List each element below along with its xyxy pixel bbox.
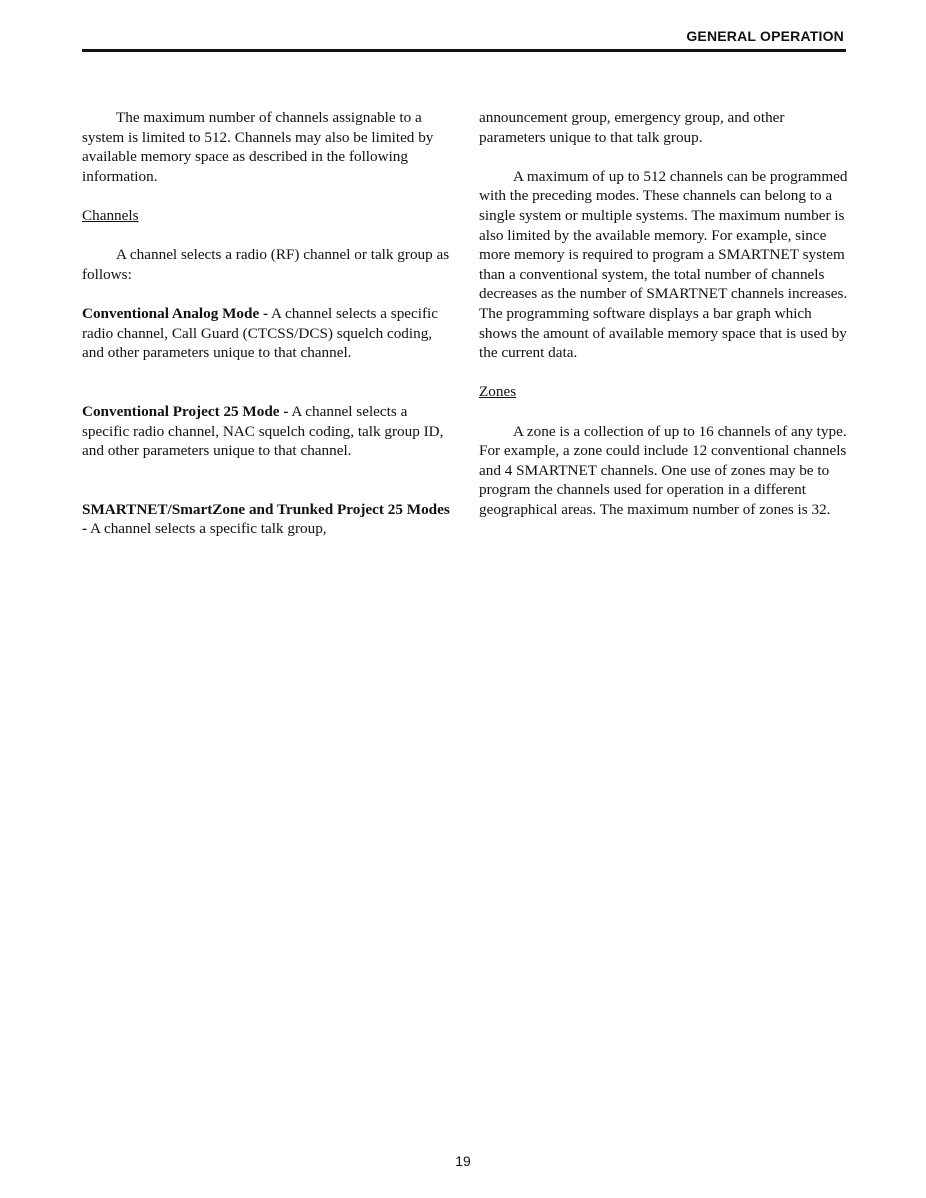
header-divider bbox=[82, 49, 846, 52]
section-header-title: GENERAL OPERATION bbox=[686, 28, 844, 44]
channels-heading-text: Channels bbox=[82, 206, 139, 224]
p25-mode-text: A channel selects a specific radio channel, NAC squelch coding, talk group ID, and other parameters unique to that channel. bbox=[82, 402, 444, 460]
right-column bbox=[479, 108, 849, 539]
analog-mode-term: Conventional Analog Mode - bbox=[82, 304, 269, 322]
continued-paragraph: announcement group, emergency group, and other parameters unique to that talk group. bbox=[479, 109, 785, 146]
zones-heading bbox=[479, 382, 849, 402]
trunked-mode-text: A channel selects a specific talk group, bbox=[87, 520, 327, 538]
zones-heading-text: Zones bbox=[479, 383, 517, 401]
page-number: 19 bbox=[455, 1153, 471, 1169]
p25-mode-paragraph bbox=[82, 402, 450, 461]
trunked-mode-paragraph bbox=[82, 500, 450, 539]
p25-mode-term: Conventional Project 25 Mode - bbox=[82, 402, 289, 420]
analog-mode-text: A channel selects a specific radio channel, Call Guard (CTCSS/DCS) squelch coding, and other parameters unique to that channel. bbox=[82, 304, 439, 362]
intro-paragraph: The maximum number of channels assignable to a system is limited to 512. Channels may also be limited by available memory space as described in the following information. bbox=[82, 109, 434, 185]
zones-paragraph: A zone is a collection of up to 16 channels of any type. For example, a zone could include 12 conventional channels and 4 SMARTNET channels. One use of zones may be to program the channels used for operation in a different geographical areas. The maximum number of zones is 32. bbox=[479, 422, 847, 518]
channels-heading bbox=[82, 206, 450, 226]
channels-intro-paragraph: A channel selects a radio (RF) channel or talk group as follows: bbox=[82, 246, 450, 283]
trunked-mode-term: SMARTNET/SmartZone and Trunked Project 25 Modes - bbox=[82, 500, 450, 538]
max-channels-paragraph: A maximum of up to 512 channels can be programmed with the preceding modes. These channels can belong to a single system or multiple systems. The maximum number is also limited by the available memory. For example, since more memory is required to program a SMARTNET system than a conventional system, the total number of channels decreases as the number of SMARTNET channels increases. The programming software displays a bar graph which shows the amount of available memory space that is used by the current data. bbox=[479, 167, 848, 362]
analog-mode-paragraph bbox=[82, 304, 450, 363]
left-column bbox=[82, 108, 450, 559]
